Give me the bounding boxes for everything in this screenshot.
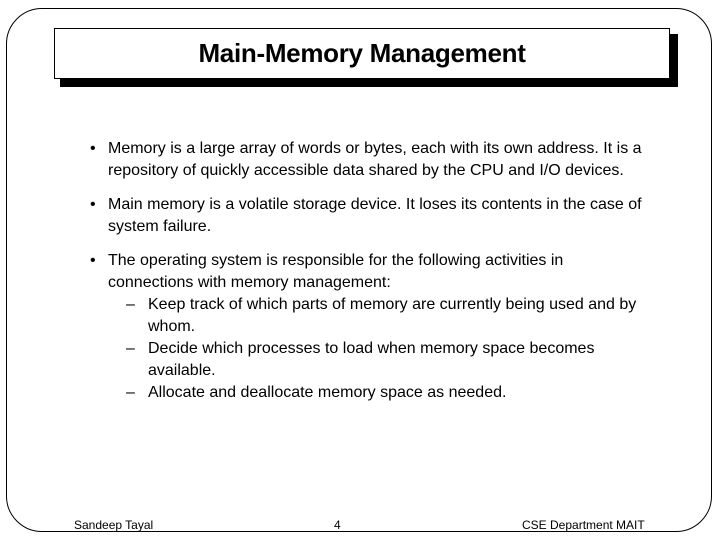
footer-department: CSE Department MAIT bbox=[522, 518, 645, 532]
bullet-text: Memory is a large array of words or bytes, each with its own address. It is a repository of quickly accessible data shared by the CPU and I/O devices. bbox=[108, 140, 642, 179]
sub-item bbox=[108, 382, 650, 404]
footer-page-number: 4 bbox=[334, 518, 341, 532]
sub-item-text: Allocate and deallocate memory space as needed. bbox=[148, 384, 507, 401]
bullet-item bbox=[90, 250, 650, 404]
bullet-text: Main memory is a volatile storage device. It loses its contents in the case of system failure. bbox=[108, 196, 642, 235]
title-box bbox=[54, 28, 670, 79]
page-title: Main-Memory Management bbox=[198, 38, 526, 68]
sub-item-text: Decide which processes to load when memory space becomes available. bbox=[148, 340, 595, 379]
sub-item-marker: – bbox=[126, 384, 135, 401]
bullet-marker: • bbox=[90, 252, 96, 269]
sub-item-text: Keep track of which parts of memory are currently being used and by whom. bbox=[148, 296, 637, 335]
sub-item bbox=[108, 294, 650, 338]
bullet-item bbox=[90, 194, 650, 238]
bullet-text: The operating system is responsible for the following activities in connections with memory management: bbox=[108, 252, 564, 291]
bullet-item bbox=[90, 138, 650, 182]
bullet-marker: • bbox=[90, 196, 96, 213]
footer-author: Sandeep Tayal bbox=[74, 518, 154, 532]
bullet-marker: • bbox=[90, 140, 96, 157]
sub-item bbox=[108, 338, 650, 382]
sub-item-marker: – bbox=[126, 296, 135, 313]
sub-item-marker: – bbox=[126, 340, 135, 357]
bullet-list bbox=[90, 138, 650, 404]
